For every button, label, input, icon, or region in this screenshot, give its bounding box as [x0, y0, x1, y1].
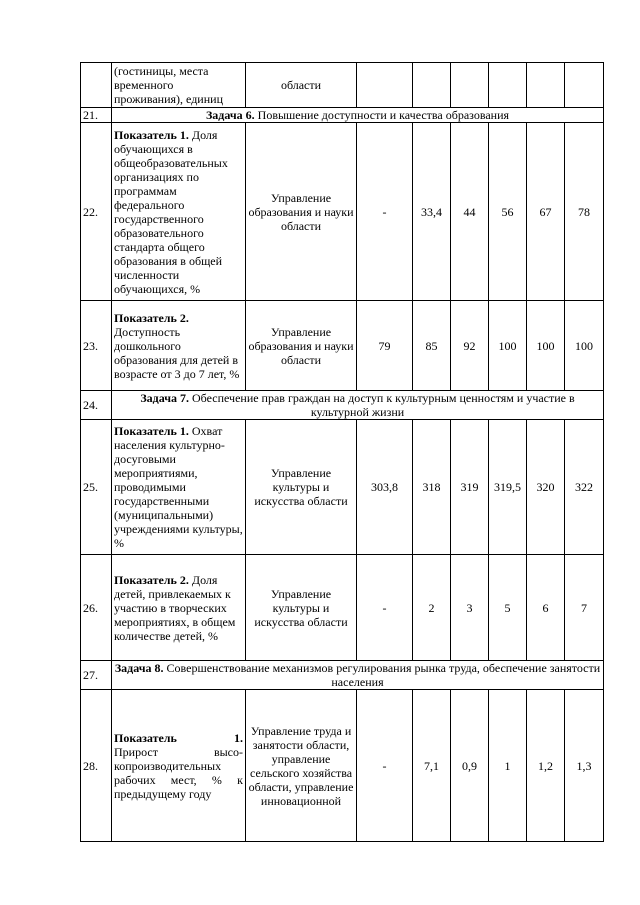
value-cell: 44: [451, 123, 489, 301]
value-cell: 0,9: [451, 690, 489, 842]
value-cell: 3: [451, 555, 489, 661]
indicator-cell: Показатель 1. Прирост высо- копроизводительных рабочих мест, % к предыдущему году: [112, 690, 246, 842]
task-heading: Задача 8. Совершенствование механизмов регулирования рынка труда, обеспечение занятости населения: [112, 661, 604, 690]
value-cell: 100: [565, 301, 604, 391]
value-cell: 1: [489, 690, 527, 842]
value-cell: 5: [489, 555, 527, 661]
value-cell: 319: [451, 420, 489, 555]
indicator-cell: (гостиницы, места временного проживания), единиц: [112, 63, 246, 108]
value-cell: 92: [451, 301, 489, 391]
value-cell: -: [357, 555, 413, 661]
value-cell: 303,8: [357, 420, 413, 555]
table-row: [81, 63, 604, 108]
indicators-table: [80, 62, 604, 842]
table-row: [81, 690, 604, 842]
task-row: [81, 661, 604, 690]
row-number: 27.: [81, 661, 112, 690]
value-cell: 67: [527, 123, 565, 301]
value-cell: 33,4: [413, 123, 451, 301]
value-cell: [357, 63, 413, 108]
table-row: [81, 123, 604, 301]
responsible-org: Управление образования и науки области: [246, 301, 357, 391]
task-row: [81, 391, 604, 420]
value-cell: 2: [413, 555, 451, 661]
row-number: [81, 63, 112, 108]
table-row: [81, 420, 604, 555]
value-cell: [413, 63, 451, 108]
value-cell: [451, 63, 489, 108]
value-cell: 85: [413, 301, 451, 391]
task-heading: Задача 6. Повышение доступности и качества образования: [112, 108, 604, 123]
responsible-org: Управление культуры и искусства области: [246, 555, 357, 661]
value-cell: 100: [489, 301, 527, 391]
value-cell: 79: [357, 301, 413, 391]
value-cell: 322: [565, 420, 604, 555]
indicator-cell: Показатель 2. Доля детей, привлекаемых к участию в творческих мероприятиях, в общем количестве детей, %: [112, 555, 246, 661]
indicator-cell: Показатель 2. Доступность дошкольного образования для детей в возрасте от 3 до 7 лет, %: [112, 301, 246, 391]
value-cell: [489, 63, 527, 108]
value-cell: -: [357, 123, 413, 301]
row-number: 25.: [81, 420, 112, 555]
responsible-org: области: [246, 63, 357, 108]
responsible-org: Управление культуры и искусства области: [246, 420, 357, 555]
row-number: 26.: [81, 555, 112, 661]
value-cell: [565, 63, 604, 108]
value-cell: 318: [413, 420, 451, 555]
value-cell: [527, 63, 565, 108]
value-cell: 78: [565, 123, 604, 301]
value-cell: 56: [489, 123, 527, 301]
indicator-cell: Показатель 1. Охват населения культурно-досуговыми мероприятиями, проводимыми государственными (муниципальными) учреждениями культуры, %: [112, 420, 246, 555]
responsible-org: Управление образования и науки области: [246, 123, 357, 301]
value-cell: 1,3: [565, 690, 604, 842]
row-number: 22.: [81, 123, 112, 301]
row-number: 21.: [81, 108, 112, 123]
row-number: 23.: [81, 301, 112, 391]
value-cell: 7: [565, 555, 604, 661]
value-cell: 319,5: [489, 420, 527, 555]
value-cell: 6: [527, 555, 565, 661]
value-cell: 320: [527, 420, 565, 555]
task-row: [81, 108, 604, 123]
value-cell: 7,1: [413, 690, 451, 842]
responsible-org: Управление труда и занятости области, управление сельского хозяйства области, управление инновационной: [246, 690, 357, 842]
table-row: [81, 301, 604, 391]
indicator-cell: Показатель 1. Доля обучающихся в общеобразовательных организациях по программам федерального государственного образовательного стандарта общего образования в общей численности обучающихся, %: [112, 123, 246, 301]
value-cell: 1,2: [527, 690, 565, 842]
row-number: 28.: [81, 690, 112, 842]
row-number: 24.: [81, 391, 112, 420]
task-heading: Задача 7. Обеспечение прав граждан на доступ к культурным ценностям и участие в культурной жизни: [112, 391, 604, 420]
table-row: [81, 555, 604, 661]
value-cell: -: [357, 690, 413, 842]
value-cell: 100: [527, 301, 565, 391]
